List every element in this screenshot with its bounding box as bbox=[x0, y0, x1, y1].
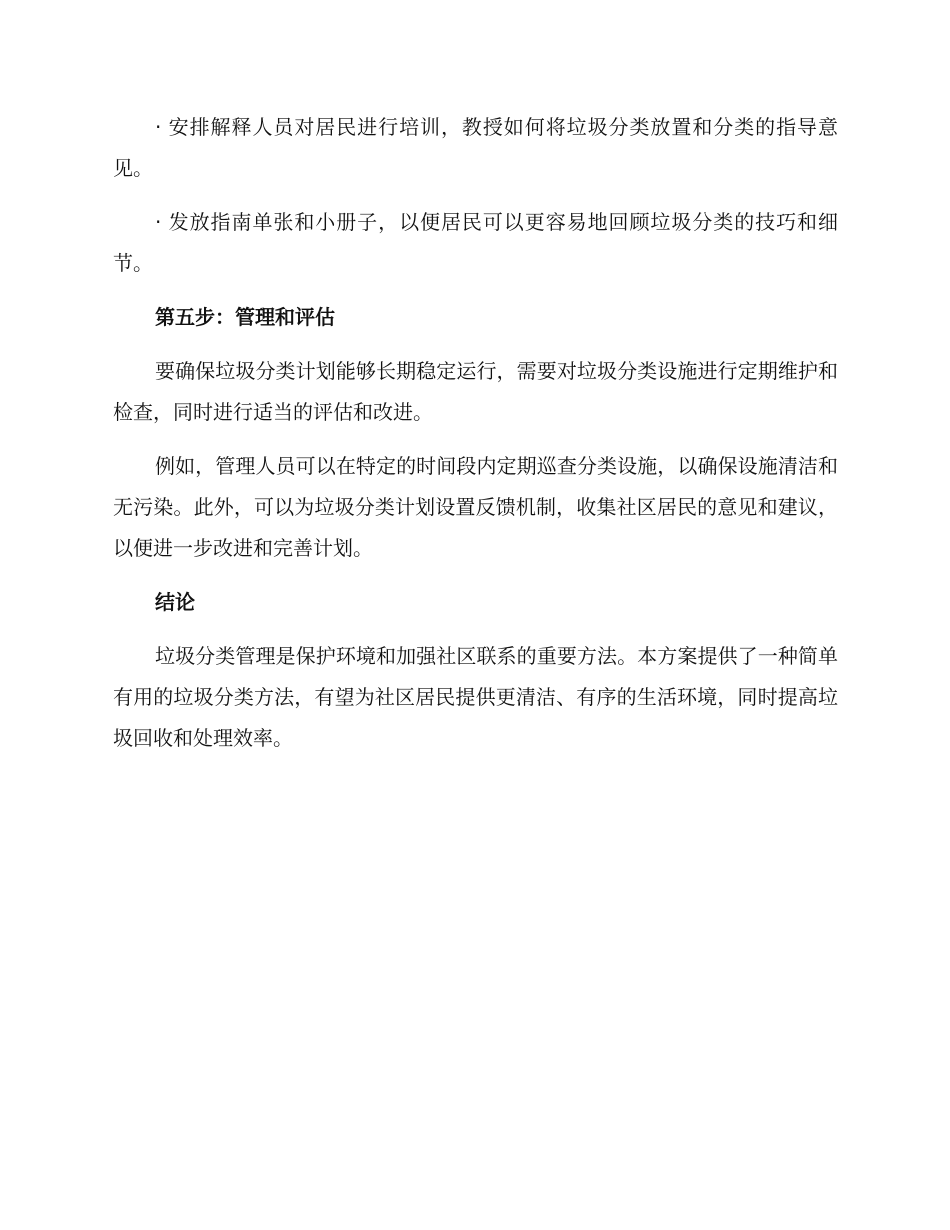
section-heading-conclusion: 结论 bbox=[155, 590, 195, 614]
section-heading-step5: 第五步：管理和评估 bbox=[155, 305, 335, 329]
bullet-item-guides: · 发放指南单张和小册子，以便居民可以更容易地回顾垃圾分类的技巧和细节。 bbox=[113, 210, 838, 275]
paragraph-conclusion: 垃圾分类管理是保护环境和加强社区联系的重要方法。本方案提供了一种简单有用的垃圾分类方法，有望为社区居民提供更清洁、有序的生活环境，同时提高垃圾回收和处理效率。 bbox=[113, 644, 838, 750]
bullet-item-training: · 安排解释人员对居民进行培训，教授如何将垃圾分类放置和分类的指导意见。 bbox=[113, 115, 838, 180]
paragraph-example: 例如，管理人员可以在特定的时间段内定期巡查分类设施，以确保设施清洁和无污染。此外，可以为垃圾分类计划设置反馈机制，收集社区居民的意见和建议，以便进一步改进和完善计划。 bbox=[113, 454, 838, 560]
paragraph-maintenance: 要确保垃圾分类计划能够长期稳定运行，需要对垃圾分类设施进行定期维护和检查，同时进行适当的评估和改进。 bbox=[113, 359, 838, 424]
